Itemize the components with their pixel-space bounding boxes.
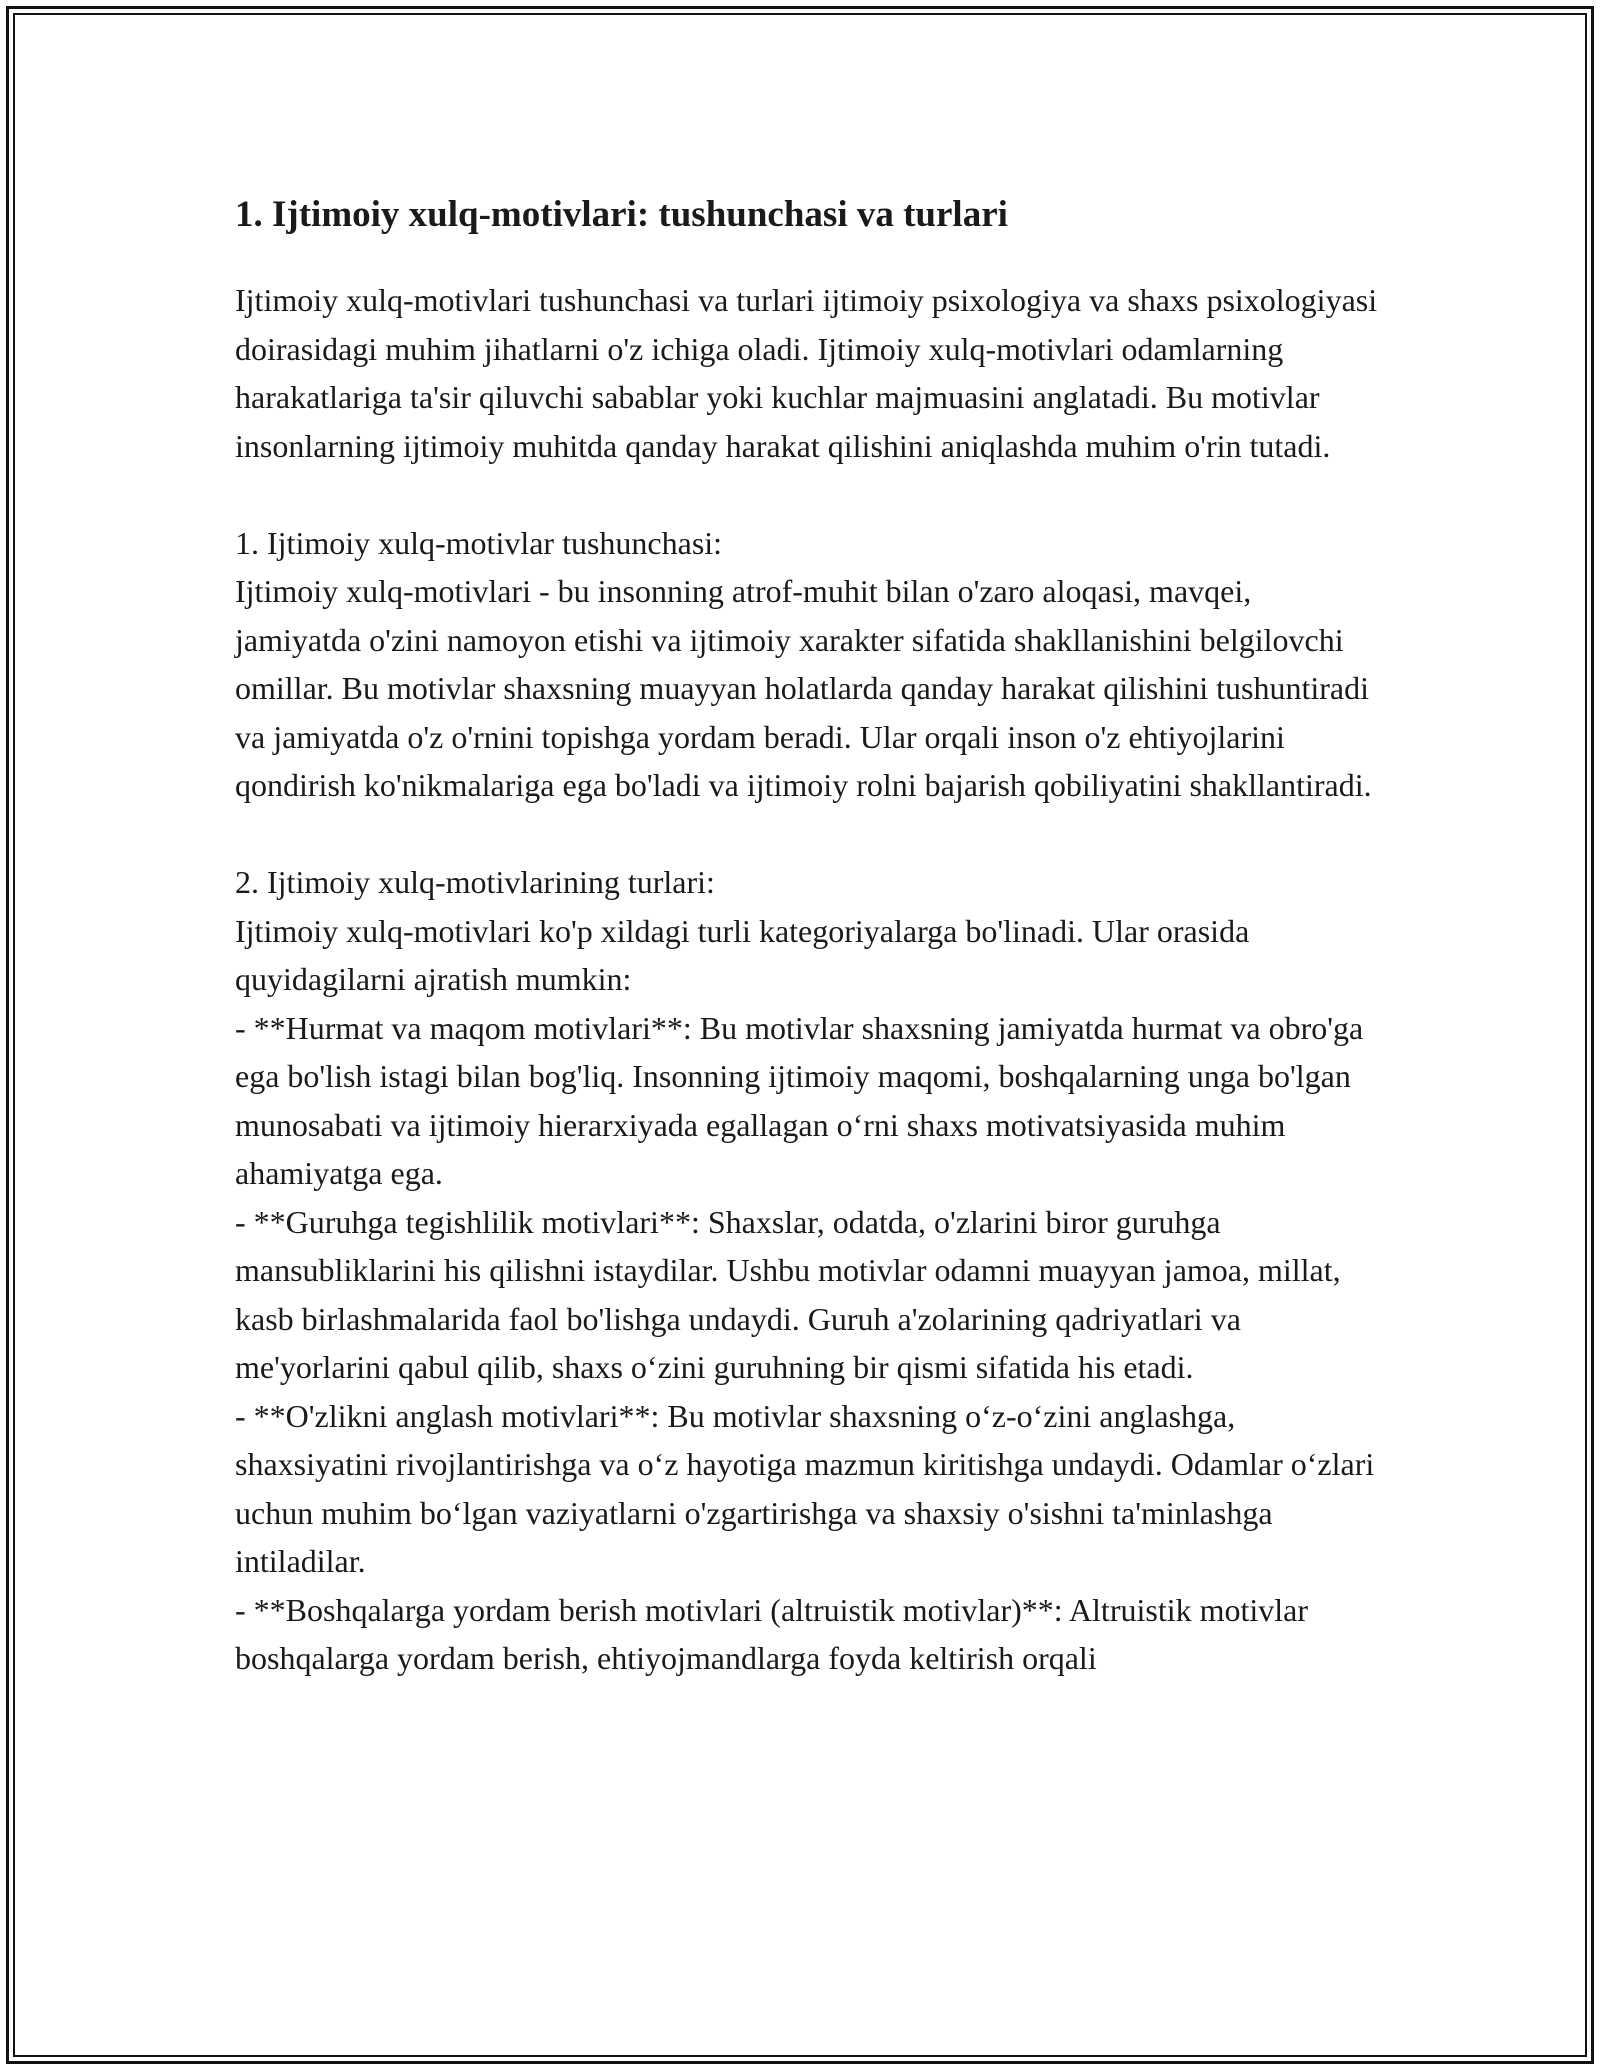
list-item-guruh: - **Guruhga tegishlilik motivlari**: Shaxslar, odatda, o'zlarini biror guruhga mansubliklarini his qilishni istaydilar. Ushbu motivlar odamni muayyan jamoa, millat, kasb birlashmalarida faol bo'lishga undaydi. Guruh a'zolarining qadriyatlari va me'yorlarini qabul qilib, shaxs o‘zini guruhning bir qismi sifatida his etadi. (235, 1203, 1341, 1385)
list-item-ozlik: - **O'zlikni anglash motivlari**: Bu motivlar shaxsning o‘z-o‘zini anglashga, shaxsiyatini rivojlantirishga va o‘z hayotiga mazmun kiritishga undaydi. Odamlar o‘zlari uchun muhim bo‘lgan vaziyatlarni o'zgartirishga va shaxsiy o'sishni ta'minlashga intiladilar. (235, 1397, 1375, 1579)
page-title: 1. Ijtimoiy xulq-motivlari: tushunchasi va turlari (235, 194, 1008, 235)
section-2-title: 2. Ijtimoiy xulq-motivlarining turlari: (235, 864, 715, 900)
paragraph-spacer (235, 810, 1380, 859)
section-1-body: Ijtimoiy xulq-motivlari - bu insonning atrof-muhit bilan o'zaro aloqasi, mavqei, jamiyatda o'zini namoyon etishi va ijtimoiy xarakter sifatida shakllanishini belgilovchi omillar. Bu motivlar shaxsning muayyan holatlarda qanday harakat qilishini tushuntiradi va jamiyatda o'z o'rnini topishga yordam beradi. Ular orqali inson o'z ehtiyojlarini qondirish ko'nikmalariga ega bo'ladi va ijtimoiy rolni bajarish qobiliyatini shakllantiradi. (235, 573, 1372, 803)
document-body (235, 186, 1380, 1683)
list-item-hurmat: - **Hurmat va maqom motivlari**: Bu motivlar shaxsning jamiyatda hurmat va obro'ga ega bo'lish istagi bilan bog'liq. Insonning ijtimoiy maqomi, boshqalarning unga bo'lgan munosabati va ijtimoiy hierarxiyada egallagan o‘rni shaxs motivatsiyasida muhim ahamiyatga ega. (235, 1009, 1364, 1191)
section-1-title: 1. Ijtimoiy xulq-motivlar tushunchasi: (235, 524, 723, 561)
intro-paragraph: Ijtimoiy xulq-motivlari tushunchasi va turlari ijtimoiy psixologiya va shaxs psixologiyasi doirasidagi muhim jihatlarni o'z ichiga oladi. Ijtimoiy xulq-motivlari odamlarning harakatlariga ta'sir qiluvchi sabablar yoki kuchlar majmuasini anglatadi. Bu motivlar insonlarning ijtimoiy muhitda qanday harakat qilishini aniqlashda muhim o'rin tutadi. (235, 282, 1378, 464)
section-2-body: Ijtimoiy xulq-motivlari ko'p xildagi turli kategoriyalarga bo'linadi. Ular orasida quyidagilarni ajratish mumkin: (235, 912, 1250, 997)
list-item-altruistik: - **Boshqalarga yordam berish motivlari (altruistik motivlar)**: Altruistik motivlar boshqalarga yordam berish, ehtiyojmandlarga foyda keltirish orqali (235, 1591, 1309, 1676)
paragraph-spacer (235, 470, 1380, 519)
